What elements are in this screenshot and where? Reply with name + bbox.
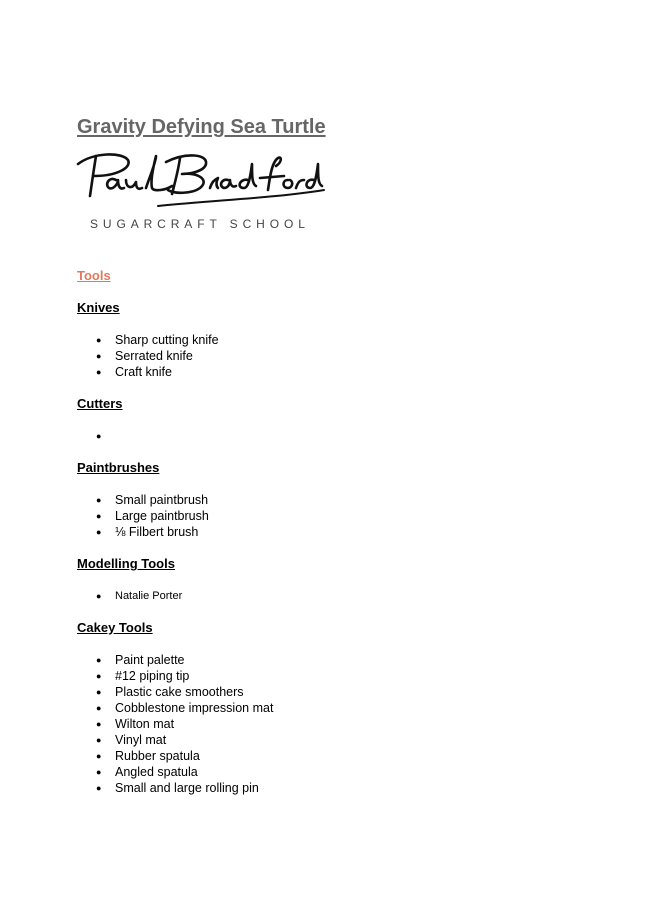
list-item: ● Craft knife: [96, 364, 219, 380]
list-item: ● Small and large rolling pin: [96, 780, 273, 796]
document-title: Gravity Defying Sea Turtle: [77, 116, 326, 138]
heading-cutters: Cutters: [77, 396, 123, 411]
list-item: ● Rubber spatula: [96, 748, 273, 764]
cakey-tools-list: [96, 652, 273, 796]
tools-link[interactable]: Tools: [77, 268, 111, 283]
list-item: ● Natalie Porter: [96, 588, 182, 604]
list-item: ● Serrated knife: [96, 348, 219, 364]
cutters-list: [96, 428, 115, 444]
signature-icon: [76, 150, 326, 212]
heading-cakey-tools: Cakey Tools: [77, 620, 153, 635]
logo-subtitle: SUGARCRAFT SCHOOL: [90, 217, 310, 231]
list-item: ● Paint palette: [96, 652, 273, 668]
heading-modelling-tools: Modelling Tools: [77, 556, 175, 571]
list-item: ● #12 piping tip: [96, 668, 273, 684]
list-item: ● Small paintbrush: [96, 492, 209, 508]
modelling-tools-list: [96, 588, 182, 604]
paul-bradford-logo: [76, 150, 326, 240]
list-item: ● Plastic cake smoothers: [96, 684, 273, 700]
list-item: ● Vinyl mat: [96, 732, 273, 748]
knives-list: [96, 332, 219, 380]
list-item: [96, 428, 115, 444]
list-item: ● Sharp cutting knife: [96, 332, 219, 348]
list-item: ● ⅛ Filbert brush: [96, 524, 209, 540]
list-item: ● Wilton mat: [96, 716, 273, 732]
list-item: ● Angled spatula: [96, 764, 273, 780]
paintbrushes-list: [96, 492, 209, 540]
heading-knives: Knives: [77, 300, 120, 315]
list-item: ● Large paintbrush: [96, 508, 209, 524]
heading-paintbrushes: Paintbrushes: [77, 460, 160, 475]
list-item: ● Cobblestone impression mat: [96, 700, 273, 716]
